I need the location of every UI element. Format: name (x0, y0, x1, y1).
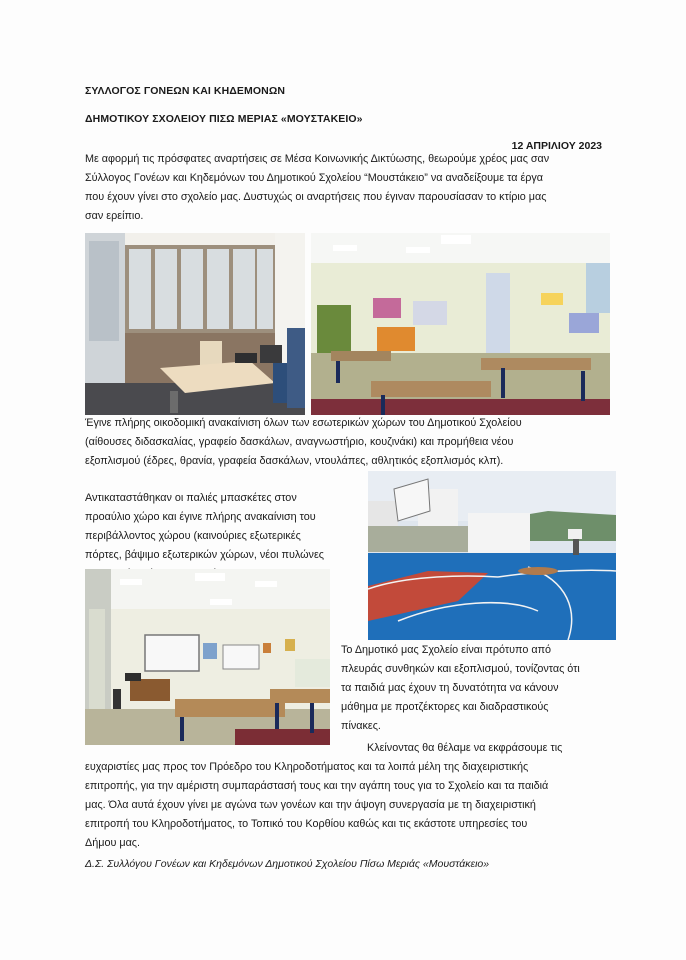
text-line: προαύλιο χώρο και έγινε πλήρης ανακαίνιση του (85, 511, 316, 523)
text-line: πόρτες, βάψιμο εξωτερικών χώρων, νέοι πυλώνες (85, 549, 324, 561)
document-date: 12 ΑΠΡΙΛΙΟΥ 2023 (511, 140, 602, 152)
text-line: περιβάλλοντος χώρου (καινούριες εξωτερικές (85, 530, 301, 542)
text-line: Έγινε πλήρης οικοδομική ανακαίνιση όλων των εσωτερικών χώρων του Δημοτικού Σχολείου (85, 417, 522, 429)
text-line: Κλείνοντας θα θέλαμε να εκφράσουμε τις (367, 742, 563, 754)
office-photo (85, 233, 305, 415)
text-line: μάθημα με προτζέκτορες και διαδραστικούς (341, 701, 549, 713)
intro-paragraph (85, 150, 625, 226)
text-line: εξοπλισμού (έδρες, θρανία, γραφεία δασκάλων, ντουλάπες, αθλητικός εξοπλισμός κλπ). (85, 455, 504, 467)
text-line: Αντικαταστάθηκαν οι παλιές μπασκέτες στον (85, 492, 297, 504)
text-line: επιτροπής, για την αμέριστη συμπαράστασή τους και την αγάπη τους για το Σχολείο και τα παιδιά (85, 780, 549, 792)
text-line: τα παιδιά μας έχουν τη δυνατότητα να κάνουν (341, 682, 559, 694)
text-line: ευχαριστίες μας προς τον Πρόεδρο του Κληροδοτήματος και τα λοιπά μέλη της διαχειριστικής (85, 761, 529, 773)
text-line: μας. Όλα αυτά έχουν γίνει με αγώνα των γονέων και την άψογη συνεργασία με τη διαχειριστική (85, 799, 536, 811)
schoolyard-court-photo (368, 471, 616, 640)
text-line: σαν ερείπιο. (85, 210, 144, 222)
text-line: πίνακες. (341, 720, 381, 732)
text-line: που έχουν γίνει στο σχολείο μας. Δυστυχώς οι αναρτήσεις που έγιναν παρουσίασαν το κτίριο μας (85, 191, 547, 203)
text-line: Με αφορμή τις πρόσφατες αναρτήσεις σε Μέσα Κοινωνικής Δικτύωσης, θεωρούμε χρέος μας σαν (85, 153, 550, 165)
text-line: Δήμου μας. (85, 837, 141, 849)
text-line: (αίθουσες διδασκαλίας, γραφείο δασκάλων, αναγνωστήριο, κουζινάκι) και προμήθεια νέου (85, 436, 514, 448)
closing-paragraph (85, 739, 625, 853)
text-line: πλευράς συνθηκών και εξοπλισμού, τονίζοντας ότι (341, 663, 580, 675)
classroom-photo (311, 233, 610, 415)
signature-line: Δ.Σ. Συλλόγου Γονέων και Κηδεμόνων Δημοτικού Σχολείου Πίσω Μεριάς «Μουστάκειο» (85, 858, 490, 870)
text-line: επιτροπή του Κληροδοτήματος, το Τοπικό του Κορθίου καθώς και τις εκάστοτε υπηρεσίες του (85, 818, 528, 830)
renovation-paragraph (85, 414, 625, 471)
smartboard-classroom-photo (85, 569, 330, 745)
header-association: ΣΥΛΛΟΓΟΣ ΓΟΝΕΩΝ ΚΑΙ ΚΗΔΕΜΟΝΩΝ (85, 85, 286, 97)
text-line: Το Δημοτικό μας Σχολείο είναι πρότυπο από (341, 644, 552, 656)
model-school-paragraph (341, 641, 631, 736)
header-school: ΔΗΜΟΤΙΚΟΥ ΣΧΟΛΕΙΟΥ ΠΙΣΩ ΜΕΡΙΑΣ «ΜΟΥΣΤΑΚΕΙΟ» (85, 113, 363, 125)
text-line: Σύλλογος Γονέων και Κηδεμόνων του Δημοτικού Σχολείου “Μουστάκειο” να αναδείξουμε τα έργα (85, 172, 544, 184)
